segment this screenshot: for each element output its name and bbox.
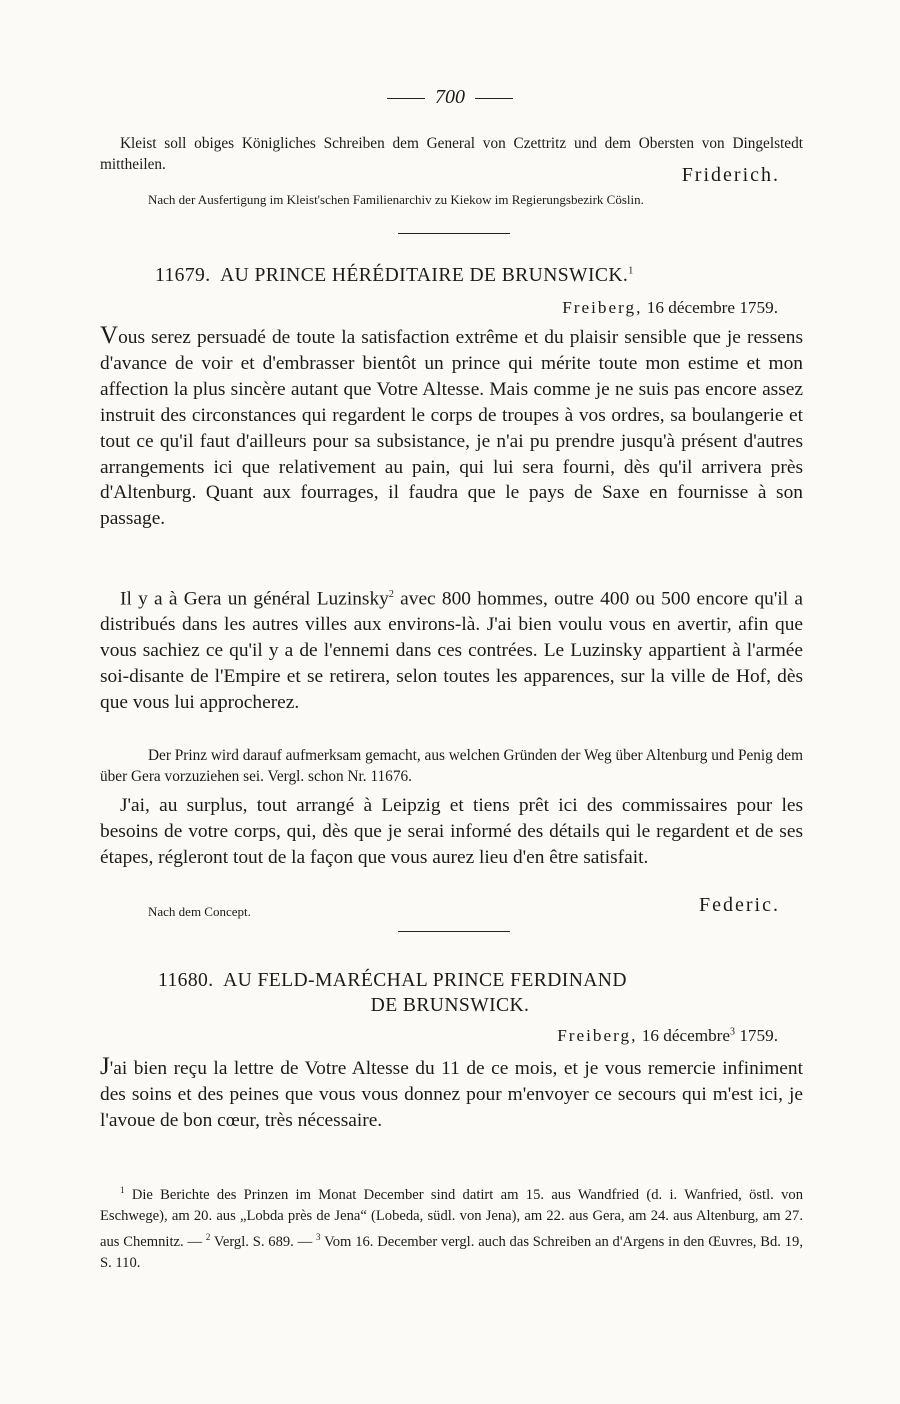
letter1-paragraph-3: J'ai, au surplus, tout arrangé à Leipzig et tiens prêt ici des commissaires pour les besoins de votre corps, qui, dès que je serai informé des détails qui le regardent et de ses étapes, régleront tout de la façon que vous aurez lieu d'en être satisfait.: [100, 795, 803, 868]
letter2-place-date: Freiberg, 16 décembre$^3$ 1759.: [557, 1026, 778, 1045]
footnote-mark: 1: [120, 1185, 125, 1195]
footnote-ref: 2: [388, 589, 394, 600]
letter-title: AU PRINCE HÉRÉDITAIRE DE BRUNSWICK.: [220, 265, 629, 286]
intro-source: Nach der Ausfertigung im Kleist'schen Familienarchiv zu Kiekow im Regierungsbezirk Cöslin.: [148, 192, 644, 207]
footnotes: [100, 1180, 803, 1274]
letter2-heading-line2: DE BRUNSWICK.: [370, 995, 530, 1016]
dash-right: [475, 98, 513, 99]
letter1-place-date: [562, 298, 778, 318]
footnote-ref: 3: [730, 1026, 736, 1038]
divider: [398, 931, 510, 932]
place: Freiberg,: [557, 1026, 638, 1045]
letter1-heading: [155, 265, 795, 287]
letter2-heading-line1: [158, 970, 798, 992]
footnote-mark: 3: [316, 1231, 321, 1242]
intro-signature: Friderich.: [681, 164, 780, 186]
page-number: 700: [0, 86, 900, 109]
letter1-note: Der Prinz wird darauf aufmerksam gemacht, aus welchen Gründen der Weg über Altenburg und Penig dem über Gera vorzuziehen sei. Vergl. schon Nr. 11676.: [100, 747, 803, 785]
letter2-paragraph-1: J'ai bien reçu la lettre de Votre Altesse du 11 de ce mois, et je vous remercie infiniment des soins et des peines que vous vous donnez pour m'envoyer ce secours qui m'est ici, je l'avoue de bon cœur, très nécessaire.: [100, 1053, 803, 1131]
date: 16 décembre: [641, 1026, 731, 1045]
letter1-signature: Federic.: [699, 894, 780, 916]
place: Freiberg,: [562, 298, 643, 317]
footnote-1: Die Berichte des Prinzen im Monat December sind datirt am 15. aus Wandfried (d. i. Wanfried, östl. von Eschwege), am 20. aus „Lobda près de Jena“ (Lobeda, südl. von Jena), am 22. aus Gera, am 24. aus Altenburg, am 27. aus Chemnitz. —: [100, 1186, 803, 1250]
divider: [398, 233, 510, 234]
footnote-2: Vergl. S. 689. —: [213, 1233, 313, 1250]
initial: V: [100, 322, 119, 349]
dash-left: [387, 98, 425, 99]
letter-number: 11679.: [155, 265, 211, 286]
letter-title: AU FELD-MARÉCHAL PRINCE FERDINAND: [223, 970, 627, 991]
letter1-source: Nach dem Concept.: [148, 904, 251, 919]
letter1-paragraph-2: Il y a à Gera un général Luzinsky$^2$ avec 800 hommes, outre 400 ou 500 encore qu'il a distribués dans les autres villes aux environs-là. J'ai bien voulu vous en avertir, afin que vous sachiez ce qu'il y a de l'ennemi dans ces contrées. Le Luzinsky appartient à l'armée soi-disante de l'Empire et se retirera, selon toutes les apparences, sur la ville de Hof, dès que vous lui approcherez.: [100, 588, 803, 714]
date: 16 décembre 1759.: [646, 298, 778, 317]
intro-text: Kleist soll obiges Königliches Schreiben dem General von Czettritz und dem Obersten von Dingelstedt mittheilen.: [100, 135, 803, 173]
letter-number: 11680.: [158, 970, 214, 991]
footnote-ref: 1: [628, 265, 634, 277]
initial: J: [100, 1053, 110, 1080]
letter1-paragraph-1: Vous serez persuadé de toute la satisfaction extrême et du plaisir sensible que je ressens d'avance de voir et d'embrasser bientôt un prince qui mérite toute mon estime et mon affection la plus sincère autant que Votre Altesse. Mais comme je ne suis pas encore assez instruit des circonstances qui regardent le corps de troupes à vos ordres, sa boulangerie et tout ce qu'il faut d'ailleurs pour sa subsistance, je n'ai pu prendre jusqu'à présent d'autres arrangements ici que relativement au pain, qui lui sera fourni, dès qu'il arrivera près d'Altenburg. Quant aux fourrages, il faudra que le pays de Saxe en fournisse à son passage.: [100, 322, 803, 530]
footnote-3: Vom 16. December vergl. auch das Schreiben an d'Argens in den Œuvres, Bd. 19, S. 110.: [100, 1233, 803, 1271]
footnote-mark: 2: [205, 1231, 211, 1242]
